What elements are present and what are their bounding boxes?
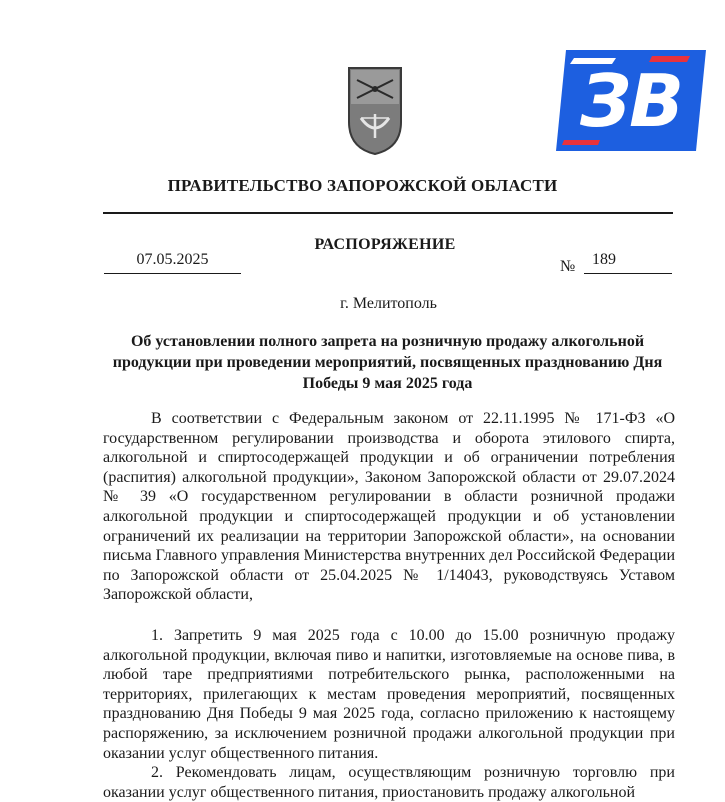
document-date: 07.05.2025 (136, 251, 209, 268)
document-title: Об установлении полного запрета на розничную продажу алкогольной продукции при проведении мероприятий, посвященных празднованию Дня Победы 9 мая 2025 года (112, 333, 663, 392)
brand-logo (556, 50, 706, 151)
number-underline (584, 273, 672, 274)
clause-2-paragraph: 2. Рекомендовать лицам, осуществляющим розничную торговлю при оказании услуг общественного питания, приостановить продажу алкогольной (103, 764, 675, 801)
coat-of-arms-icon (347, 64, 403, 156)
document-city: г. Мелитополь (340, 295, 437, 312)
document-type: РАСПОРЯЖЕНИЕ (314, 236, 456, 253)
header-divider (103, 212, 673, 214)
preamble-paragraph: В соответствии с Федеральным законом от 22.11.1995 № 171-ФЗ «О государственном регулировании производства и оборота этилового спирта, алкогольной и спиртосодержащей продукции и об ограничении потребления (распития) алкогольной продукции», Законом Запорожской области от 29.07.2024 № 39 «О государственном регулировании в области розничной продажи алкогольной продукции и спиртосодержащей продукции и об установлении ограничений их реализации на территории Запорожской области», на основании письма Главного управления Министерства внутренних дел Российской Федерации по Запорожской области от 25.04.2025 № 1/14043, руководствуясь Уставом Запорожской области, (103, 410, 676, 604)
date-underline (104, 273, 241, 274)
brand-logo-text: ЗВ (579, 58, 683, 143)
clause-1-paragraph: 1. Запретить 9 мая 2025 года с 10.00 до 15.00 розничную продажу алкогольной продукции, включая пиво и напитки, изготовляемые на основе пива, в любой таре предприятиями потребительского рынка, расположенными на территориях, прилегающих к местам проведения мероприятий, посвященных празднованию Дня Победы 9 мая 2025 года, согласно приложению к настоящему распоряжению, за исключением розничной продажи алкогольной продукции при оказании услуг общественного питания. (103, 627, 675, 762)
organization-name: ПРАВИТЕЛЬСТВО ЗАПОРОЖСКОЙ ОБЛАСТИ (167, 176, 558, 195)
document-number: 189 (592, 251, 616, 268)
number-label: № (560, 258, 576, 275)
